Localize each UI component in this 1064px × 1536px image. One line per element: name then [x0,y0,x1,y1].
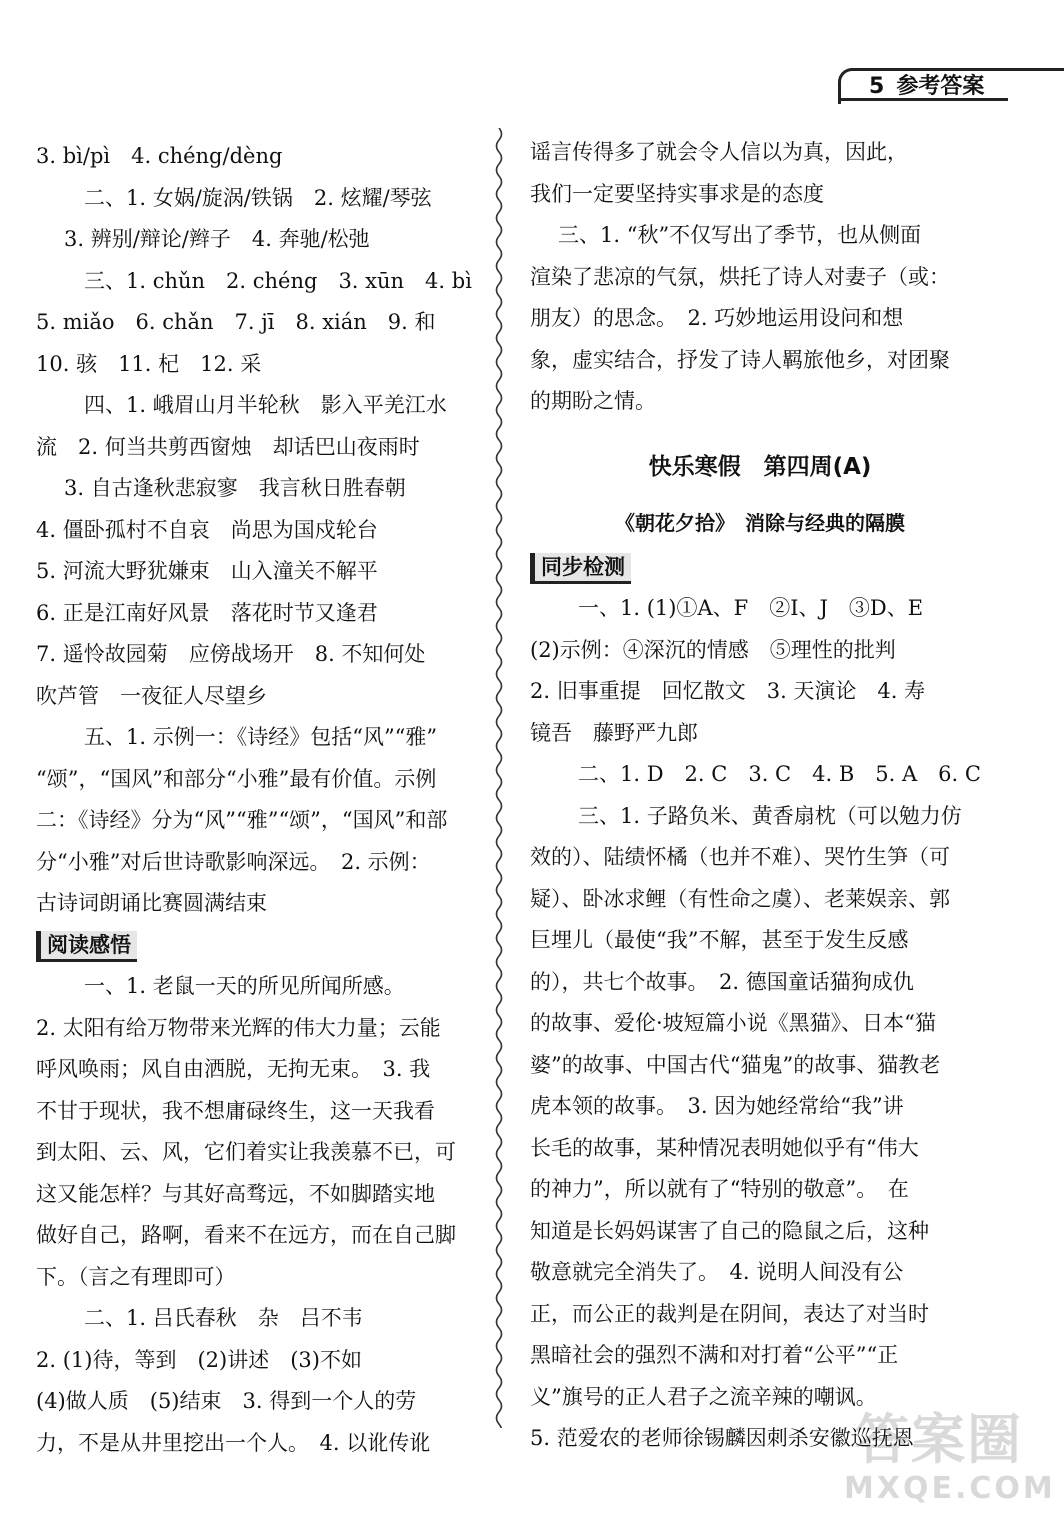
answer-line: (4)做人质 (5)结束 3. 得到一个人的劳 [36,1389,417,1413]
answer-line: 婆”的故事、中国古代“猫鬼”的故事、猫教老 [530,1052,941,1077]
answer-line: 3. 辨别/辩论/辫子 4. 奔驰/松弛 [64,227,370,251]
answer-line: 呼风唤雨；风自由洒脱，无拘无束。 3. 我 [36,1057,431,1081]
answer-line: 二、1. 女娲/旋涡/铁锅 2. 炫耀/琴弦 [84,185,432,210]
answer-line: 知道是长妈妈谋害了自己的隐鼠之后，这种 [530,1218,929,1243]
section-heading-label: 阅读感悟 [36,931,137,962]
answer-line: “颂”，“国风”和部分“小雅”最有价值。示例 [36,766,437,791]
answer-line: 4. 僵卧孤村不自哀 尚思为国戍轮台 [36,517,378,542]
answer-line: 10. 骇 11. 杞 12. 采 [36,351,262,376]
answer-line: 6. 正是江南好风景 落花时节又逢君 [36,600,378,625]
answer-line: 3. 自古逢秋悲寂寥 我言秋日胜春朝 [64,476,406,500]
answer-line: 5. 范爱农的老师徐锡麟因刺杀安徽巡抚恩 [530,1426,914,1450]
answer-line: 吹芦管 一夜征人尽望乡 [36,683,267,708]
answer-line: 7. 遥怜故园菊 应傍战场开 8. 不知何处 [36,642,426,666]
answer-line: 巨埋儿（最使“我”不解，甚至于发生反感 [530,928,909,952]
answer-line: 古诗词朗诵比赛圆满结束 [36,891,267,915]
answer-line: 虎本领的故事。 3. 因为她经常给“我”讲 [530,1094,904,1118]
right-column [530,132,990,1460]
answer-line: 不甘于现状，我不想庸碌终生，这一天我看 [36,1098,435,1123]
answer-line: 做好自己，路啊，看来不在远方，而在自己脚 [36,1223,456,1247]
watermark-logo [844,1408,1056,1518]
answer-line: 这又能怎样？与其好高骛远，不如脚踏实地 [36,1181,435,1206]
answer-line: 五、1. 示例一：《诗经》包括“风”“雅” [84,725,438,749]
answer-line: 3. bì/pì 4. chéng/dèng [36,144,283,168]
section-heading-label: 同步检测 [530,553,631,584]
header-title: 参考答案 [896,74,985,99]
answer-line: 力，不是从井里挖出一个人。 4. 以讹传讹 [36,1430,431,1455]
answer-line: 镜吾 藤野严九郎 [530,720,698,745]
answer-line: 2. 太阳有给万物带来光辉的伟大力量；云能 [36,1015,441,1040]
section-title: 快乐寒假 第四周(A) [648,453,872,480]
section-heading [36,925,484,967]
answer-line: 分“小雅”对后世诗歌影响深远。 2. 示例： [36,849,431,874]
answer-line: 三、1. 子路负米、黄香扇枕（可以勉力仿 [578,803,962,828]
answer-line: 效的）、陆绩怀橘（也并不难）、哭竹生笋（可 [530,845,950,869]
answer-line: 一、1. 老鼠一天的所见所闻所感。 [84,974,405,998]
answer-line: 5. 河流大野犹嫌束 山入潼关不解平 [36,559,378,583]
answer-line: 二、1. 吕氏春秋 杂 吕不韦 [84,1306,363,1330]
answer-line: 我们一定要坚持实事求是的态度 [530,181,824,206]
section-heading [530,547,990,589]
answer-line: 二、1. D 2. C 3. C 4. B 5. A 6. C [578,762,981,786]
column-divider [492,128,506,1428]
answer-line: 二：《诗经》分为“风”“雅”“颂”，“国风”和部 [36,808,448,832]
answer-line: 长毛的故事，某种情况表明她似乎有“伟大 [530,1135,919,1160]
answer-line: 义”旗号的正人君子之流辛辣的嘲讽。 [530,1384,877,1409]
left-column [36,136,484,1464]
answer-line: 的故事、爱伦·坡短篇小说《黑猫》、日本“猫 [530,1011,936,1035]
answer-line: 的期盼之情。 [530,389,656,413]
answer-line: 的），共七个故事。 2. 德国童话猫狗成仇 [530,969,914,994]
answer-line: 朋友）的思念。 2. 巧妙地运用设问和想 [530,306,904,330]
answer-line: 三、1. “秋”不仅写出了季节，也从侧面 [558,223,922,247]
answer-line: 2. (1)待，等到 (2)讲述 (3)不如 [36,1347,362,1372]
answer-line: 2. 旧事重提 回忆散文 3. 天演论 4. 寿 [530,679,926,703]
answer-line: 敬意就完全消失了。 4. 说明人间没有公 [530,1260,904,1284]
answer-line: 流 2. 何当共剪西窗烛 却话巴山夜雨时 [36,434,420,459]
header-rule [838,98,1008,101]
answer-line: 到太阳、云、风，它们着实让我羡慕不已，可 [36,1140,456,1164]
section-subtitle: 《朝花夕拾》 消除与经典的隔膜 [615,510,905,535]
answer-line: 一、1. (1)①A、F ②I、J ③D、E [578,596,924,620]
watermark-line2: MXQE.COM [844,1471,1056,1506]
answer-line: 三、1. chǔn 2. chéng 3. xūn 4. bì [84,268,472,293]
answer-line: 谣言传得多了就会令人信以为真，因此， [530,140,908,164]
answer-line: 下。（言之有理即可） [36,1264,236,1289]
answer-line: 5. miǎo 6. chǎn 7. jī 8. xián 9. 和 [36,310,436,334]
answer-line: 四、1. 峨眉山月半轮秋 影入平羌江水 [84,393,447,417]
answer-line: 黑暗社会的强烈不满和对打着“公平”“正 [530,1343,899,1367]
answer-line: 疑）、卧冰求鲤（有性命之虞）、老莱娱亲、郭 [530,886,950,911]
answer-line: 渲染了悲凉的气氛，烘托了诗人对妻子（或： [530,264,950,289]
answer-line: 的神力”，所以就有了“特别的敬意”。 在 [530,1177,909,1201]
answer-line: 正，而公正的裁判是在阴间，表达了对当时 [530,1301,929,1326]
page-number: 5 [869,74,885,99]
answer-line: (2)示例：④深沉的情感 ⑤理性的批判 [530,637,896,662]
answer-line: 象，虚实结合，抒发了诗人羁旅他乡，对团聚 [530,347,950,372]
watermark-line1: 答案圈 [855,1408,1023,1471]
